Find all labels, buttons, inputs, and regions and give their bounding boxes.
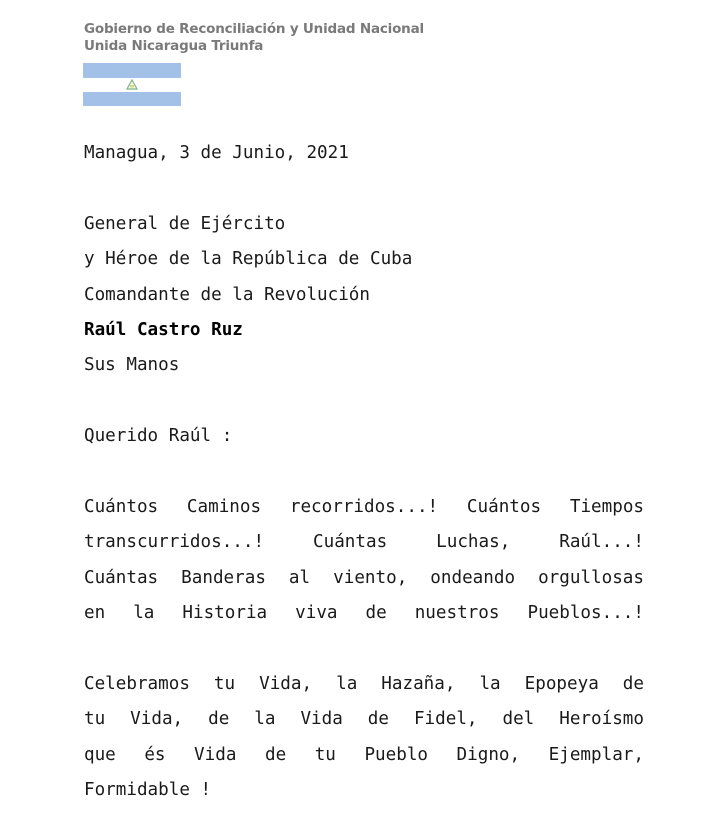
paragraph-line: transcurridos...! Cuántas Luchas, Raúl...! xyxy=(84,532,644,553)
paragraph-2 xyxy=(84,667,644,809)
government-slogan: Unida Nicaragua Triunfa xyxy=(84,38,264,54)
flag-emblem-icon xyxy=(126,79,138,90)
paragraph-line: Cuántas Banderas al viento, ondeando orgullosas xyxy=(84,567,644,588)
paragraph-line: tu Vida, de la Vida de Fidel, del Heroísmo xyxy=(84,709,644,730)
government-name: Gobierno de Reconciliación y Unidad Nacional xyxy=(84,21,424,37)
flag-band-top xyxy=(83,63,181,78)
recipient-title-1: General de Ejército xyxy=(84,213,286,234)
paragraph-line: Cuántos Caminos recorridos...! Cuántos Tiempos xyxy=(84,496,644,517)
place-date: Managua, 3 de Junio, 2021 xyxy=(84,143,349,163)
letterhead xyxy=(84,21,424,55)
flag-band-bottom xyxy=(83,92,181,107)
recipient-name: Raúl Castro Ruz xyxy=(84,319,243,340)
paragraph-line: que és Vida de tu Pueblo Digno, Ejemplar, xyxy=(84,744,644,765)
paragraph-1 xyxy=(84,490,644,632)
salutation: Querido Raúl : xyxy=(84,426,233,447)
paragraph-line: Celebramos tu Vida, la Hazaña, la Epopeya de xyxy=(84,673,644,694)
letter-body xyxy=(84,136,644,808)
nicaragua-flag-icon xyxy=(83,63,181,106)
paragraph-line: Formidable ! xyxy=(84,780,212,801)
paragraph-line: en la Historia viva de nuestros Pueblos...! xyxy=(84,603,644,624)
recipient-title-2: y Héroe de la República de Cuba xyxy=(84,249,413,270)
recipient-title-3: Comandante de la Revolución xyxy=(84,284,370,305)
recipient-closing: Sus Manos xyxy=(84,355,180,376)
